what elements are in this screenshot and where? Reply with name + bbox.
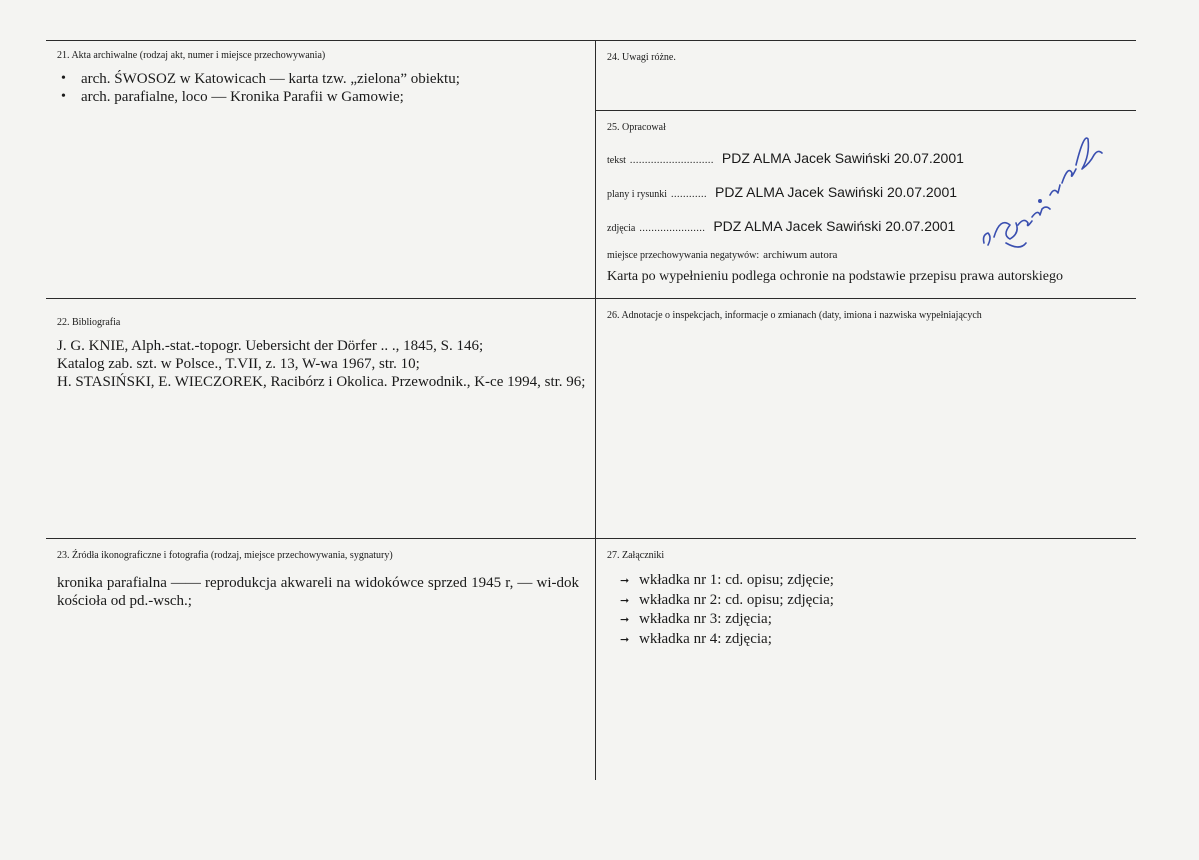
section-24-label: 24. Uwagi różne. <box>607 52 676 63</box>
negatywy-label: miejsce przechowywania negatywów: <box>607 250 760 261</box>
bibliography-line: H. STASIŃSKI, E. WIECZOREK, Racibórz i Okolica. Przewodnik., K-ce 1994, str. 96; <box>57 374 586 390</box>
rule-row1-row2 <box>46 298 1136 299</box>
section-25-label: 25. Opracował <box>607 122 666 133</box>
plany-value: PDZ ALMA Jacek Sawiński 20.07.2001 <box>715 184 958 200</box>
rule-24-25 <box>596 110 1136 111</box>
tekst-label: tekst <box>607 155 626 166</box>
plany-label: plany i rysunki <box>607 189 667 200</box>
arrow-icon: ➞ <box>620 613 630 626</box>
list-item: • arch. parafialne, loco — Kronika Parafii w Gamowie; <box>61 89 404 105</box>
arrow-icon: ➞ <box>620 574 630 587</box>
tekst-value: PDZ ALMA Jacek Sawiński 20.07.2001 <box>721 150 964 166</box>
list-item: ➞ wkładka nr 3: zdjęcia; <box>620 610 834 630</box>
section-27-list <box>620 571 834 649</box>
copyright-note: Karta po wypełnieniu podlega ochronie na podstawie przepisu prawa autorskiego <box>607 269 1064 284</box>
negatywy-value: archiwum autora <box>763 249 838 261</box>
section-23-text: kronika parafialna —— reprodukcja akwareli na widokówce sprzed 1945 r, — wi-dok kościoła od pd.-wsch.; <box>57 575 579 609</box>
arrow-icon: ➞ <box>620 593 630 607</box>
section-26-label: 26. Adnotacje o inspekcjach, informacje o zmianach (daty, imiona i nazwiska wypełniających <box>607 310 982 321</box>
tekst-row <box>607 150 964 168</box>
signature-strokes <box>984 138 1103 247</box>
section-22-label: 22. Bibliografia <box>57 317 121 328</box>
list-item: ➞ wkładka nr 4: zdjęcia; <box>620 630 834 650</box>
bibliography <box>57 337 597 391</box>
list-item: ➞ wkładka nr 1: cd. opisu; zdjęcie; <box>620 571 834 591</box>
negatywy-row <box>607 245 837 263</box>
list-item: • arch. ŚWOSOZ w Katowicach — karta tzw. „zielona” obiektu; <box>61 71 460 87</box>
zdjecia-value: PDZ ALMA Jacek Sawiński 20.07.2001 <box>713 218 956 234</box>
section-27-label: 27. Załączniki <box>607 550 665 561</box>
bibliography-line: J. G. KNIE, Alph.-stat.-topogr. Uebersicht der Dörfer .. ., 1845, S. 146; <box>57 338 484 354</box>
zdjecia-row <box>607 218 955 236</box>
tekst-dots: ............................ <box>629 155 714 166</box>
list-item: ➞ wkładka nr 2: cd. opisu; zdjęcia; <box>620 591 834 611</box>
section-23-label: 23. Źródła ikonograficzne i fotografia (rodzaj, miejsce przechowywania, sygnatury) <box>57 550 393 561</box>
bullet-icon: • <box>61 71 66 86</box>
bullet-icon: • <box>61 89 66 104</box>
arrow-icon: ➞ <box>620 632 630 646</box>
center-divider <box>595 40 596 780</box>
section-21-list <box>57 70 460 106</box>
zdjecia-dots: ...................... <box>639 223 706 234</box>
bibliography-line: Katalog zab. szt. w Polsce., T.VII, z. 13, W-wa 1967, str. 10; <box>57 356 420 372</box>
rule-row2-row3 <box>46 538 1136 539</box>
signature-image <box>980 125 1110 250</box>
plany-row <box>607 184 957 202</box>
plany-dots: ............ <box>671 189 707 200</box>
section-21-label: 21. Akta archiwalne (rodzaj akt, numer i miejsce przechowywania) <box>57 50 326 61</box>
zdjecia-label: zdjęcia <box>607 223 636 234</box>
top-rule <box>46 40 1136 41</box>
